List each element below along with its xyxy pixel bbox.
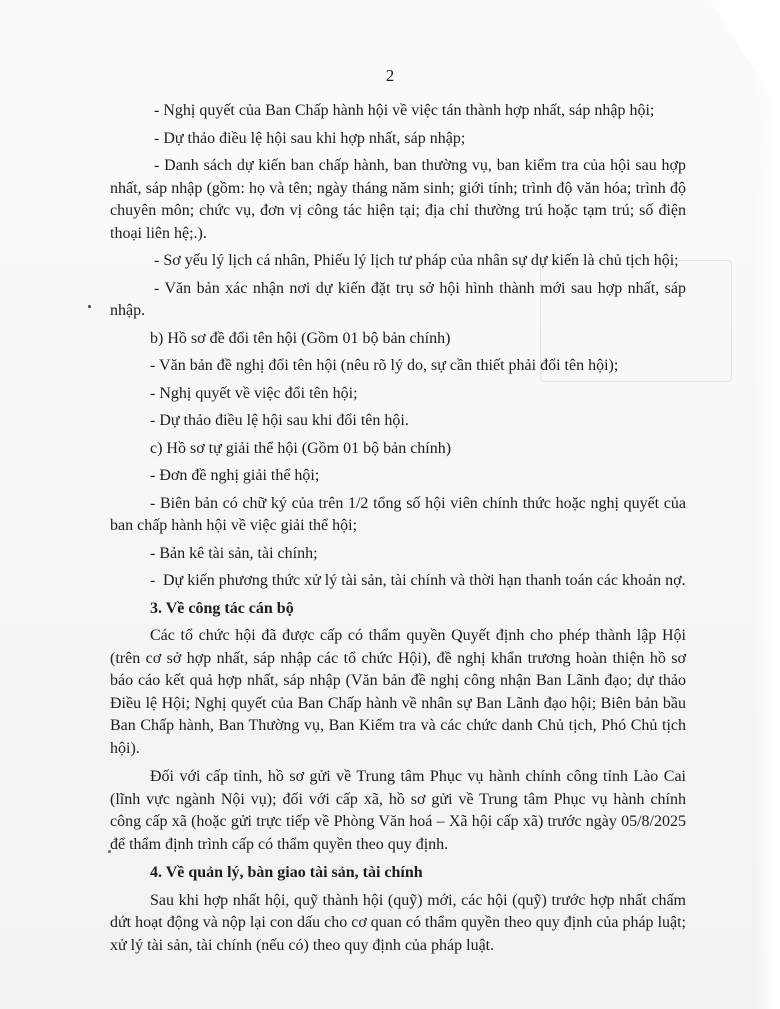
list-dash: -: [150, 572, 156, 589]
document-body: [110, 100, 686, 963]
list-item: - Nghị quyết về việc đổi tên hội;: [150, 384, 358, 402]
list-item: - Sơ yếu lý lịch cá nhân, Phiếu lý lịch tư pháp của nhân sự dự kiến là chủ tịch hội;: [154, 252, 679, 269]
list-item: - Dự thảo điều lệ hội sau khi hợp nhất, sáp nhập;: [154, 129, 466, 147]
list-item: - Văn bản xác nhận nơi dự kiến đặt trụ sở hội hình thành mới sau hợp nhất, sáp nhập.: [110, 279, 686, 319]
list-item: - Danh sách dự kiến ban chấp hành, ban thường vụ, ban kiểm tra của hội sau hợp nhất, sáp nhập (gồm: họ và tên; ngày tháng năm sinh; giới tính; trình độ văn hóa; trình độ chuyên môn; chức vụ, đơn vị công tác hiện tại; địa chỉ thường trú hoặc tạm trú; số điện thoại liên hệ;.).: [110, 157, 686, 242]
list-item-text: Dự kiến phương thức xử lý tài sản, tài chính và thời hạn thanh toán các khoản nợ.: [163, 572, 686, 589]
list-item: [110, 570, 686, 593]
section-c-title: c) Hồ sơ tự giải thể hội (Gồm 01 bộ bản chính): [150, 439, 452, 457]
section-4-heading: 4. Về quản lý, bàn giao tài sản, tài chính: [150, 864, 423, 881]
scan-speck: [88, 305, 91, 308]
list-item: - Bản kê tài sản, tài chính;: [150, 544, 318, 562]
list-item: - Văn bản đề nghị đổi tên hội (nêu rõ lý do, sự cần thiết phải đổi tên hội);: [150, 357, 619, 374]
section-3-heading: 3. Về công tác cán bộ: [150, 599, 294, 617]
list-item: - Nghị quyết của Ban Chấp hành hội về việc tán thành hợp nhất, sáp nhập hội;: [154, 102, 655, 119]
page-edge-shadow: [754, 0, 780, 1009]
paragraph: Các tổ chức hội đã được cấp có thẩm quyền Quyết định cho phép thành lập Hội (trên cơ sở hợp nhất, sáp nhập các tổ chức Hội), đề nghị khẩn trương hoàn thiện hồ sơ báo cáo kết quả hợp nhất, sáp nhập (Văn bản đề nghị công nhận Ban Lãnh đạo; dự thảo Điều lệ Hội; Nghị quyết của Ban Chấp hành về nhân sự Ban Lãnh đạo hội; Biên bản bầu Ban Chấp hành, Ban Thường vụ, Ban Kiểm tra và các chức danh Chủ tịch, Phó Chủ tịch hội).: [110, 627, 686, 757]
list-item: - Biên bản có chữ ký của trên 1/2 tổng số hội viên chính thức hoặc nghị quyết của ban chấp hành hội về việc giải thể hội;: [110, 494, 686, 534]
page-number: 2: [385, 66, 395, 85]
section-b-title: b) Hồ sơ đề đổi tên hội (Gồm 01 bộ bản chính): [150, 329, 451, 347]
list-item: - Dự thảo điều lệ hội sau khi đổi tên hội.: [150, 412, 409, 429]
list-item: - Đơn đề nghị giải thể hội;: [150, 467, 320, 484]
paragraph: Sau khi hợp nhất hội, quỹ thành hội (quỹ) mới, các hội (quỹ) trước hợp nhất chấm dứt hoạt động và nộp lại con dấu cho cơ quan có thẩm quyền theo quy định của pháp luật; xử lý tài sản, tài chính (nếu có) theo quy định của pháp luật.: [110, 891, 686, 954]
paragraph: Đối với cấp tỉnh, hồ sơ gửi về Trung tâm Phục vụ hành chính công tỉnh Lào Cai (lĩnh vực ngành Nội vụ); đối với cấp xã, hồ sơ gửi về Trung tâm Phục vụ hành chính công cấp xã (hoặc gửi trực tiếp về Phòng Văn hoá – Xã hội cấp xã) trước ngày 05/8/2025 để thẩm định trình cấp có thẩm quyền theo quy định.: [110, 768, 686, 853]
